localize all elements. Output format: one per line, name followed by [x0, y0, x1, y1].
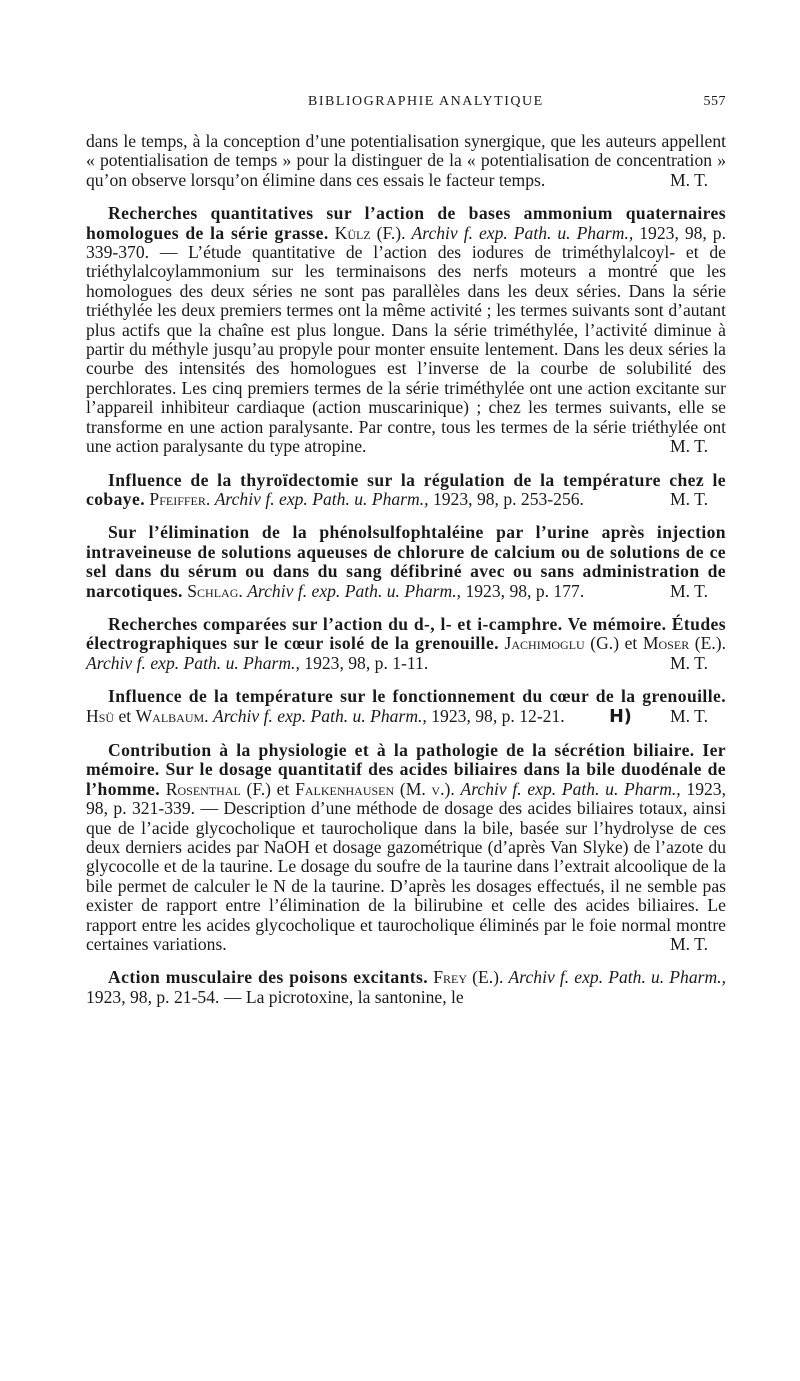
entry-journal: Archiv f. exp. Path. u. Pharm.,	[411, 222, 634, 243]
entry	[86, 741, 726, 954]
entry	[86, 204, 726, 456]
entry-abstract: — La picrotoxine, la santonine, le	[223, 986, 464, 1007]
entry-and: et	[118, 705, 132, 726]
running-title: BIBLIOGRAPHIE ANALYTIQUE	[308, 94, 544, 109]
entry-signature: M. T.	[670, 652, 708, 673]
entry	[86, 968, 726, 1007]
entry-title: Contribution à la physiologie et à la pathologie de la sécrétion biliaire. Ier mémoire. Sur le dosage quantitatif des acides biliaires dans la bile duodénale de l’homme.	[86, 739, 726, 799]
entry-authors: Frey (E.).	[433, 967, 504, 988]
entry-citation: 1923, 98, p. 1-11.	[304, 652, 429, 673]
entry-citation: 1923, 98, p. 12-21.	[431, 705, 565, 726]
entry-citation: 1923, 98, p. 21-54.	[86, 986, 220, 1007]
entry-citation: 1923, 98, p. 321-339.	[86, 778, 726, 819]
entry-citation: 1923, 98, p. 339-370.	[86, 222, 726, 263]
entry-journal: Archiv f. exp. Path. u. Pharm.,	[214, 488, 429, 509]
entry-author-b: Walbaum.	[135, 705, 209, 726]
entry-title: Influence de la thyroïdectomie sur la régulation de la température chez le cobaye.	[86, 469, 726, 509]
page-number: 557	[703, 94, 726, 109]
entry-journal: Archiv f. exp. Path. u. Pharm.,	[86, 652, 300, 673]
entry-and: et	[276, 778, 290, 799]
entry-author-b: Moser (E.).	[642, 633, 726, 654]
entry-abstract: — Description d’une méthode de dosage des acides biliaires totaux, ainsi que de l’acide glycocholique et taurocholique dans la bile, basée sur l’hydrolyse de ces deux derniers acides par NaOH et dosage gazométrique (d’après Van Slyke) de l’azote du glycocolle et de la taurine. Le dosage du soufre de la taurine dans l’extrait alcoolique de la bile permet de calculer le N de la taurine. D’après les dosages effectués, il ne semble pas exister de rapport entre l’élimination de la bilirubine et celle des acides biliaires. Le rapport entre les acides glycocholique et taurocholique éliminés par le foie normal montre certaines variations.	[86, 798, 727, 955]
entry-journal: Archiv f. exp. Path. u. Pharm.,	[508, 967, 726, 988]
entry-citation: 1923, 98, p. 253-256.	[432, 488, 584, 509]
entry-journal: Archiv f. exp. Path. u. Pharm.,	[460, 778, 681, 799]
entry-journal: Archiv f. exp. Path. u. Pharm.,	[212, 705, 427, 726]
entry-author-a: Rosenthal (F.)	[165, 778, 271, 799]
entry-signature: M. T.	[670, 580, 708, 601]
entry-signature: M. T.	[670, 488, 708, 509]
entry-and: et	[624, 633, 638, 654]
entry-authors: Schlag.	[187, 580, 243, 601]
entry-continuation	[86, 132, 726, 190]
entry	[86, 523, 726, 601]
entry-abstract: — L’étude quantitative de l’action des iodures de triméthylalcoyl- et de triéthylalcoylammonium sur les terminaisons des nerfs moteurs a montré que les homologues des deux séries ne sont pas parallèles dans les deux séries. Dans la série triéthylée les deux premiers termes ont la même activité ; les termes suivants sont d’autant plus actifs que la chaîne est plus longue. Dans la série triméthylée, l’activité diminue à partir du méthyle jusqu’au propyle pour monter ensuite lentement. Dans les deux séries la courbe des intensités des homologues est l’inverse de la courbe de solubilité des perchlorates. Les cinq premiers termes de la série triméthylée ont une action excitante sur l’appareil inhibiteur cardiaque (action muscarinique) ; chez les termes suivants, elle se transforme en une action paralysante. Par contre, tous les termes de la série triéthylée ont une action paralysante du type atropine.	[86, 242, 726, 457]
entry-signature: M. T.	[670, 169, 708, 190]
entry-signature: M. T.	[670, 934, 708, 955]
entry-citation: 1923, 98, p. 177.	[465, 580, 585, 601]
bibliography-body	[86, 132, 726, 1007]
entry-authors: Pfeiffer.	[149, 488, 211, 509]
entry-title: Influence de la température sur le fonctionnement du cœur de la grenouille.	[108, 686, 726, 707]
entry-title: Recherches quantitatives sur l’action de bases ammonium quaternaires homologues de la série grasse.	[86, 203, 726, 243]
entry-signature: M. T.	[670, 436, 708, 457]
entry	[86, 615, 726, 673]
entry	[86, 687, 726, 727]
running-header	[86, 94, 726, 118]
handwritten-mark: H)	[609, 706, 632, 727]
entry-title: Action musculaire des poisons excitants.	[108, 967, 429, 988]
entry-author-a: Hsü	[86, 705, 115, 726]
entry-title: Sur l’élimination de la phénolsulfophtaléine par l’urine après injection intraveineuse de solutions aqueuses de chlorure de calcium ou de solutions de ce sel dans du sérum ou dans du sang défibriné avec ou sans administration de narcotiques.	[86, 522, 726, 601]
entry-authors: Külz (F.).	[334, 222, 406, 243]
entry-author-b: Falkenhausen (M. v.).	[295, 778, 455, 799]
entry-text: dans le temps, à la conception d’une potentialisation synergique, que les auteurs appellent « potentialisation de temps » pour la distinguer de la « potentialisation de concentration » qu’on observe lorsqu’on élimine dans ces essais le facteur temps.	[86, 131, 726, 190]
entry-author-a: Jachimoglu (G.)	[504, 633, 620, 654]
entry-signature: M. T.	[670, 705, 708, 726]
entry-journal: Archiv f. exp. Path. u. Pharm.,	[247, 580, 462, 601]
entry	[86, 471, 726, 510]
entry-title: Recherches comparées sur l’action du d-, l- et i-camphre. Ve mémoire. Études électrographiques sur le cœur isolé de la grenouille.	[86, 613, 726, 654]
